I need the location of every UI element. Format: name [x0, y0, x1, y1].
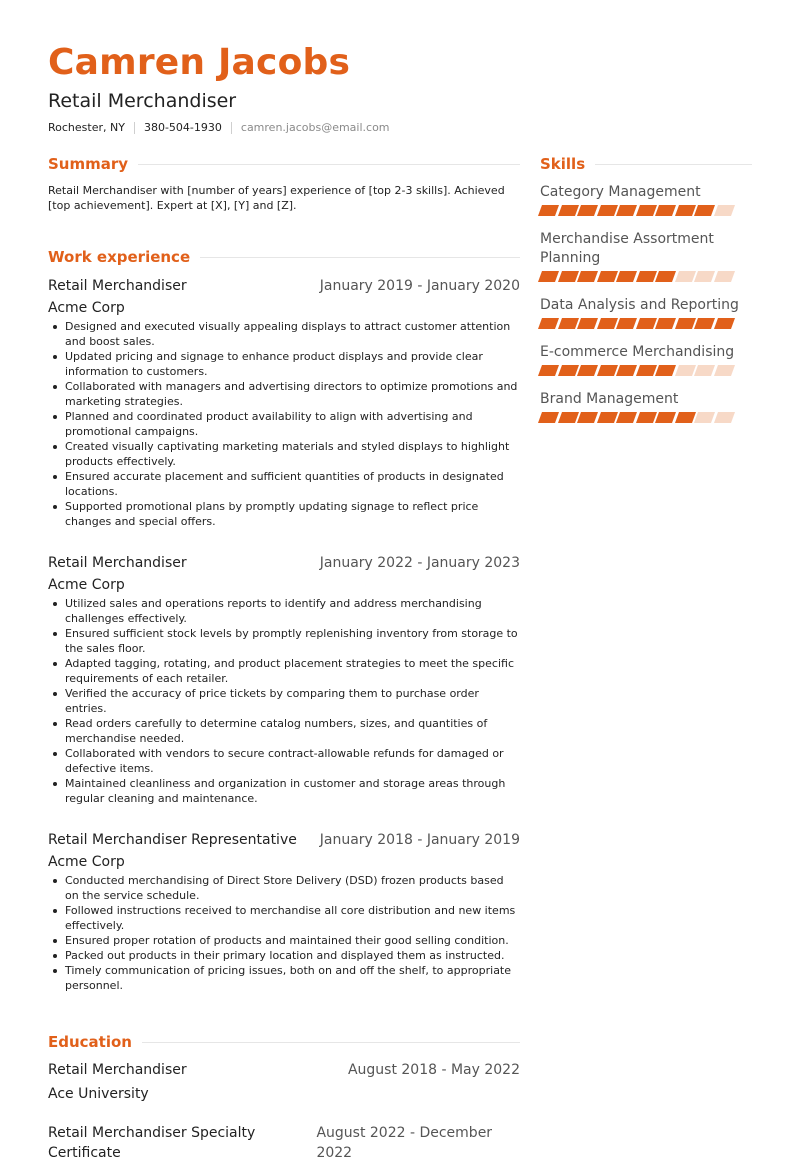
section-title: Education: [48, 1033, 132, 1051]
skill-segment-filled: [616, 412, 637, 423]
skill-segment-filled: [577, 205, 598, 216]
skill-segment-filled: [558, 271, 579, 282]
bullet-item: Updated pricing and signage to enhance product displays and provide clear information to customers.: [48, 349, 520, 379]
job-title: Retail Merchandiser Representative: [48, 832, 297, 848]
section-title: Work experience: [48, 248, 191, 266]
skill-segment-filled: [616, 271, 637, 282]
skill-segment-filled: [714, 318, 735, 329]
skill-segment-empty: [694, 271, 715, 282]
skill-segment-empty: [714, 412, 735, 423]
skill-segment-filled: [597, 205, 618, 216]
school-name: Ace University: [48, 1086, 149, 1102]
job-bullets: [48, 319, 520, 529]
skill-item: [540, 343, 752, 376]
skill-item: [540, 390, 752, 423]
section-rule: [595, 164, 752, 165]
education-header: [48, 1060, 520, 1080]
skill-segment-filled: [577, 318, 598, 329]
contact-phone: 380-504-1930: [143, 121, 222, 134]
skill-segment-filled: [558, 412, 579, 423]
skill-segment-filled: [538, 412, 559, 423]
bullet-item: Created visually captivating marketing materials and styled displays to highlight products effectively.: [48, 439, 520, 469]
education-entry: [48, 1060, 520, 1104]
skill-item: [540, 183, 752, 216]
education-dates: August 2022 - December 2022: [316, 1125, 493, 1161]
skill-segment-filled: [636, 365, 657, 376]
work-section: [48, 247, 520, 993]
skill-segment-filled: [597, 318, 618, 329]
job-entry: [48, 276, 520, 529]
education-section: [48, 1032, 520, 1163]
contact-row: [48, 121, 752, 135]
degree-title: Retail Merchandiser Specialty Certificate: [48, 1125, 256, 1161]
skill-name: Category Management: [540, 184, 701, 200]
summary-text: Retail Merchandiser with [number of years] experience of [top 2-3 skills]. Achieved [top achievement]. Expert at [X], [Y] and [Z].: [48, 184, 505, 212]
job-bullets: [48, 873, 520, 993]
job-company: Acme Corp: [48, 300, 125, 316]
skill-level-bar: [540, 205, 752, 216]
skill-segment-filled: [577, 365, 598, 376]
work-heading: [48, 247, 520, 267]
skill-name: E-commerce Merchandising: [540, 344, 735, 360]
skill-item: [540, 296, 752, 329]
skill-segment-empty: [694, 412, 715, 423]
bullet-item: Designed and executed visually appealing displays to attract customer attention and boost sales.: [48, 319, 520, 349]
bullet-item: Collaborated with managers and advertising directors to optimize promotions and marketing strategies.: [48, 379, 520, 409]
skill-segment-empty: [675, 271, 696, 282]
skill-segment-filled: [538, 205, 559, 216]
section-rule: [138, 164, 520, 165]
skill-segment-filled: [616, 365, 637, 376]
skill-segment-filled: [675, 412, 696, 423]
skill-segment-filled: [655, 412, 676, 423]
skill-level-bar: [540, 412, 752, 423]
skill-segment-filled: [636, 205, 657, 216]
bullet-item: Collaborated with vendors to secure contract-allowable refunds for damaged or defective items.: [48, 746, 520, 776]
education-dates: August 2018 - May 2022: [347, 1062, 520, 1078]
resume-header: [48, 40, 752, 135]
bullet-item: Maintained cleanliness and organization in customer and storage areas through regular cleaning and maintenance.: [48, 776, 520, 806]
skill-segment-filled: [597, 271, 618, 282]
skill-level-bar: [540, 271, 752, 282]
bullet-item: Utilized sales and operations reports to identify and address merchandising challenges effectively.: [48, 596, 520, 626]
contact-divider: [231, 122, 232, 134]
job-dates: January 2018 - January 2019: [319, 832, 520, 848]
skill-segment-filled: [558, 318, 579, 329]
skill-name: Data Analysis and Reporting: [540, 297, 739, 313]
bullet-item: Ensured proper rotation of products and maintained their good selling condition.: [48, 933, 520, 948]
skill-segment-filled: [655, 318, 676, 329]
skill-segment-filled: [597, 412, 618, 423]
contact-divider: [134, 122, 135, 134]
skill-segment-filled: [538, 365, 559, 376]
skill-segment-filled: [675, 318, 696, 329]
sidebar-column: [540, 154, 752, 437]
skill-segment-filled: [655, 271, 676, 282]
skills-list: [540, 183, 752, 423]
skills-heading: [540, 154, 752, 174]
bullet-item: Ensured sufficient stock levels by promptly replenishing inventory from storage to the sales floor.: [48, 626, 520, 656]
job-bullets: [48, 596, 520, 806]
job-company: Acme Corp: [48, 577, 125, 593]
job-header: [48, 276, 520, 296]
skill-level-bar: [540, 318, 752, 329]
contact-email[interactable]: camren.jacobs@email.com: [240, 121, 390, 134]
bullet-item: Ensured accurate placement and sufficient quantities of products in designated locations.: [48, 469, 520, 499]
skill-segment-filled: [636, 412, 657, 423]
skill-name: Brand Management: [540, 391, 679, 407]
skill-segment-filled: [616, 318, 637, 329]
skill-segment-filled: [577, 412, 598, 423]
section-title: Summary: [48, 155, 129, 173]
job-entry: [48, 553, 520, 806]
bullet-item: Adapted tagging, rotating, and product placement strategies to meet the specific requirements of each retailer.: [48, 656, 520, 686]
contact-location: Rochester, NY: [48, 121, 125, 134]
section-rule: [200, 257, 520, 258]
skill-segment-filled: [636, 271, 657, 282]
skill-segment-empty: [714, 205, 735, 216]
job-header: [48, 553, 520, 573]
skill-segment-filled: [636, 318, 657, 329]
skill-segment-filled: [655, 205, 676, 216]
skill-segment-filled: [597, 365, 618, 376]
bullet-item: Followed instructions received to merchandise all core distribution and new items effectively.: [48, 903, 520, 933]
job-dates: January 2022 - January 2023: [319, 555, 520, 571]
job-company: Acme Corp: [48, 854, 125, 870]
section-rule: [142, 1042, 520, 1043]
bullet-item: Conducted merchandising of Direct Store Delivery (DSD) frozen products based on the service schedule.: [48, 873, 520, 903]
education-heading: [48, 1032, 520, 1052]
main-column: [48, 154, 520, 1163]
bullet-item: Timely communication of pricing issues, both on and off the shelf, to appropriate personnel.: [48, 963, 520, 993]
job-dates: January 2019 - January 2020: [319, 278, 520, 294]
candidate-role: Retail Merchandiser: [48, 90, 237, 112]
skill-segment-filled: [694, 318, 715, 329]
summary-heading: [48, 154, 520, 174]
skill-item: [540, 230, 752, 282]
skill-segment-filled: [616, 205, 637, 216]
job-title: Retail Merchandiser: [48, 555, 187, 571]
education-header: [48, 1123, 520, 1163]
skill-segment-filled: [655, 365, 676, 376]
skill-segment-filled: [694, 205, 715, 216]
bullet-item: Supported promotional plans by promptly updating signage to reflect price changes and special offers.: [48, 499, 520, 529]
bullet-item: Packed out products in their primary location and displayed them as instructed.: [48, 948, 520, 963]
job-entry: [48, 830, 520, 993]
skill-segment-filled: [558, 365, 579, 376]
education-entry: [48, 1123, 520, 1163]
skill-segment-filled: [577, 271, 598, 282]
summary-section: [48, 154, 520, 213]
skill-segment-empty: [694, 365, 715, 376]
bullet-item: Verified the accuracy of price tickets by comparing them to purchase order entries.: [48, 686, 520, 716]
bullet-item: Planned and coordinated product availability to align with advertising and promotional campaigns.: [48, 409, 520, 439]
candidate-name: Camren Jacobs: [48, 42, 351, 83]
skill-name: Merchandise Assortment Planning: [540, 231, 714, 266]
bullet-item: Read orders carefully to determine catalog numbers, sizes, and quantities of merchandise needed.: [48, 716, 520, 746]
skill-level-bar: [540, 365, 752, 376]
degree-title: Retail Merchandiser: [48, 1062, 187, 1078]
skill-segment-empty: [675, 365, 696, 376]
skill-segment-filled: [675, 205, 696, 216]
skill-segment-empty: [714, 271, 735, 282]
skill-segment-filled: [538, 318, 559, 329]
section-title: Skills: [540, 155, 586, 173]
job-title: Retail Merchandiser: [48, 278, 187, 294]
skill-segment-filled: [558, 205, 579, 216]
skill-segment-filled: [538, 271, 559, 282]
skill-segment-empty: [714, 365, 735, 376]
job-header: [48, 830, 520, 850]
